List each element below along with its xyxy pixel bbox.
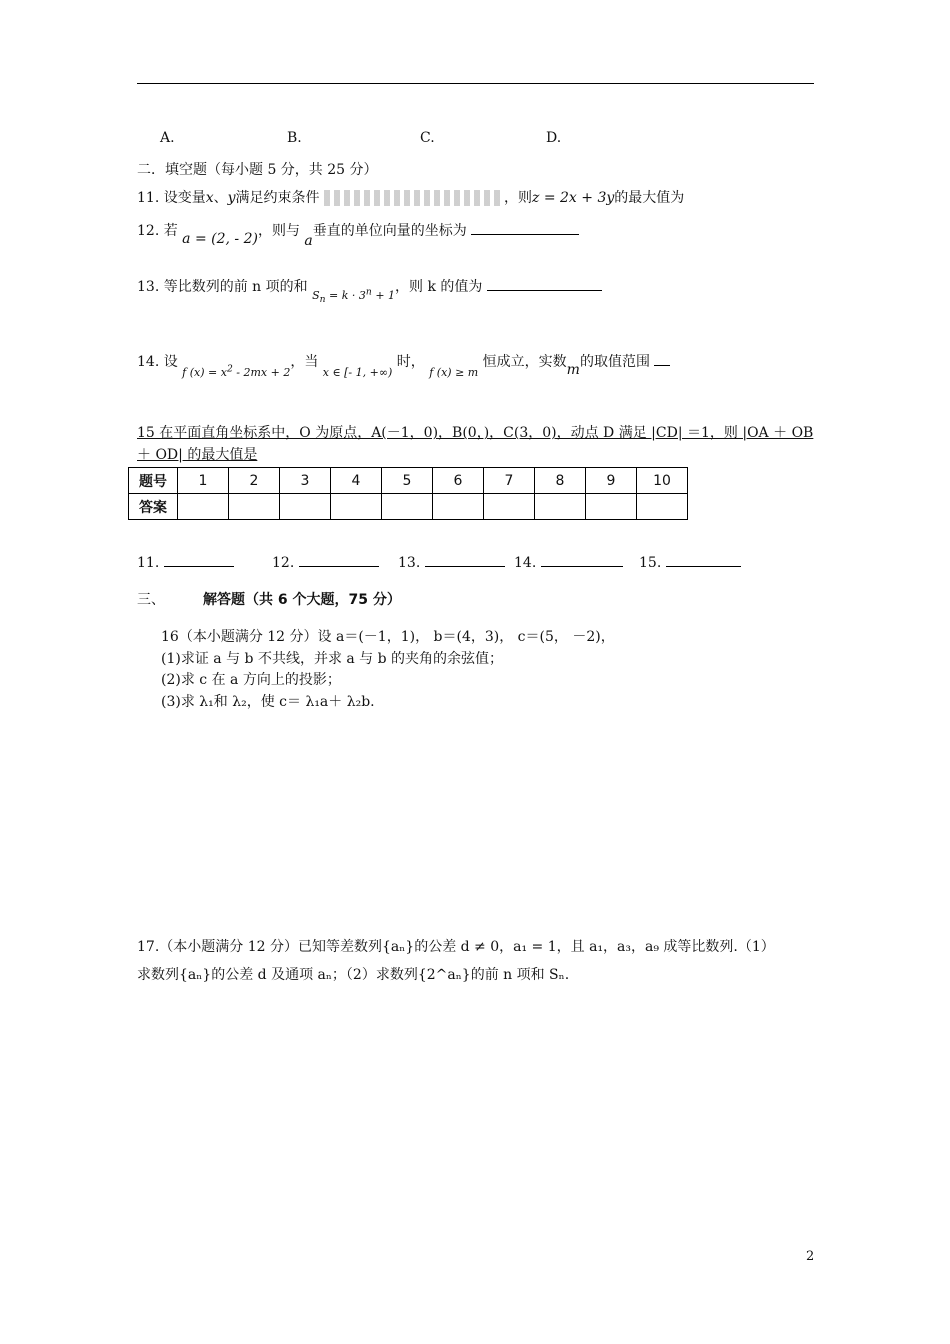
q12-a: a	[304, 233, 313, 249]
question-17-line2: 求数列{aₙ}的公差 d 及通项 aₙ；（2）求数列{2^aₙ}的前 n 项和 Sₙ.	[137, 967, 570, 983]
section2-title: 二．填空题（每小题 5 分，共 25 分）	[137, 162, 378, 178]
number-cell: 1	[178, 468, 229, 494]
q11-post: ，则	[504, 190, 532, 206]
header-rule	[137, 83, 814, 84]
blank-11: 11.	[137, 552, 234, 571]
q13-tail: ，则 k 的值为	[395, 279, 483, 295]
question-11	[137, 187, 684, 207]
q11-x: x	[205, 190, 214, 206]
blank-13: 13.	[398, 552, 505, 571]
answer-cell[interactable]	[586, 494, 637, 520]
answer-cell[interactable]	[331, 494, 382, 520]
q14-m: m	[566, 362, 580, 378]
answer-cell[interactable]	[484, 494, 535, 520]
q12-pre: 12. 若	[137, 223, 178, 239]
question-16-line3: (2)求 c 在 a 方向上的投影；	[161, 672, 341, 688]
question-16-line4: (3)求 λ₁和 λ₂，使 c＝ λ₁a＋ λ₂b.	[161, 694, 375, 710]
answer-cell[interactable]	[433, 494, 484, 520]
q12-tail: 垂直的单位向量的坐标为	[312, 223, 467, 239]
answer-cell[interactable]	[280, 494, 331, 520]
answer-cell[interactable]	[535, 494, 586, 520]
q13-blank	[487, 276, 602, 291]
q14-tail: 的取值范围	[579, 354, 650, 370]
q14-domain: x ∈ [- 1, +∞)	[322, 366, 393, 379]
q14-blank	[654, 351, 670, 366]
q14-hold: 恒成立，实数	[482, 354, 567, 370]
number-cell: 8	[535, 468, 586, 494]
q14-ineq: f (x) ≥ m	[429, 366, 479, 379]
question-15-line1: 15 在平面直角坐标系中，O 为原点，A(－1，0)，B(0，)，C(3，0)，动点 D 满足 |CD| ＝1，则 |OA ＋ OB	[137, 425, 814, 441]
q11-pre: 11. 设变量	[137, 190, 206, 206]
option-d: D.	[546, 130, 562, 146]
q12-mid: ，则与	[257, 223, 300, 239]
q11-mid: 满足约束条件	[235, 190, 320, 206]
number-cell: 2	[229, 468, 280, 494]
option-b: B.	[287, 130, 302, 146]
answer-cell[interactable]	[382, 494, 433, 520]
q11-sep: 、	[213, 190, 228, 206]
answer-cell[interactable]	[637, 494, 688, 520]
number-cell: 7	[484, 468, 535, 494]
question-17-line1: 17.（本小题满分 12 分）已知等差数列{aₙ}的公差 d ≠ 0，a₁ = 1，且 a₁，a₃，a₉ 成等比数列.（1）	[137, 939, 775, 955]
number-cell: 9	[586, 468, 637, 494]
q14-fx: f (x) = x2 - 2mx + 2	[182, 363, 291, 379]
number-cell: 5	[382, 468, 433, 494]
answer-header: 答案	[129, 494, 178, 520]
q12-blank	[471, 220, 579, 235]
number-cell: 4	[331, 468, 382, 494]
blank-14: 14.	[514, 552, 623, 571]
option-a: A.	[160, 130, 175, 146]
blank-15: 15.	[639, 552, 741, 571]
question-16-line1: 16（本小题满分 12 分）设 a＝(－1，1)， b＝(4，3)， c＝(5， －2)，	[161, 629, 615, 645]
question-15-line2: ＋ OD| 的最大值是	[137, 447, 258, 463]
option-c: C.	[420, 130, 435, 146]
question-13	[137, 276, 602, 306]
q14-pre: 14. 设	[137, 354, 178, 370]
q13-expr: Sn = k · 3n + 1	[312, 286, 396, 306]
page-number: 2	[806, 1249, 815, 1264]
answer-table-answer-row	[129, 494, 688, 520]
constraint-image	[324, 190, 504, 206]
answer-cell[interactable]	[229, 494, 280, 520]
q14-when: ，当	[290, 354, 319, 370]
q11-tail: 的最大值为	[614, 190, 685, 206]
q11-expr: z = 2x + 3y	[532, 190, 615, 206]
section3-number: 三、	[137, 592, 165, 608]
q14-shi: 时，	[396, 354, 425, 370]
number-cell: 10	[637, 468, 688, 494]
blank-12: 12.	[272, 552, 379, 571]
answer-table	[128, 467, 688, 520]
question-16-line2: (1)求证 a 与 b 不共线，并求 a 与 b 的夹角的余弦值；	[161, 651, 504, 667]
answer-cell[interactable]	[178, 494, 229, 520]
number-header: 题号	[129, 468, 178, 494]
answer-table-number-row	[129, 468, 688, 494]
section3-title: 解答题（共 6 个大题，75 分）	[203, 592, 401, 608]
q11-y: y	[227, 190, 236, 206]
number-cell: 6	[433, 468, 484, 494]
q12-vec: a = (2, - 2)	[182, 231, 258, 247]
number-cell: 3	[280, 468, 331, 494]
q13-pre: 13. 等比数列的前 n 项的和	[137, 279, 308, 295]
question-12	[137, 220, 579, 249]
